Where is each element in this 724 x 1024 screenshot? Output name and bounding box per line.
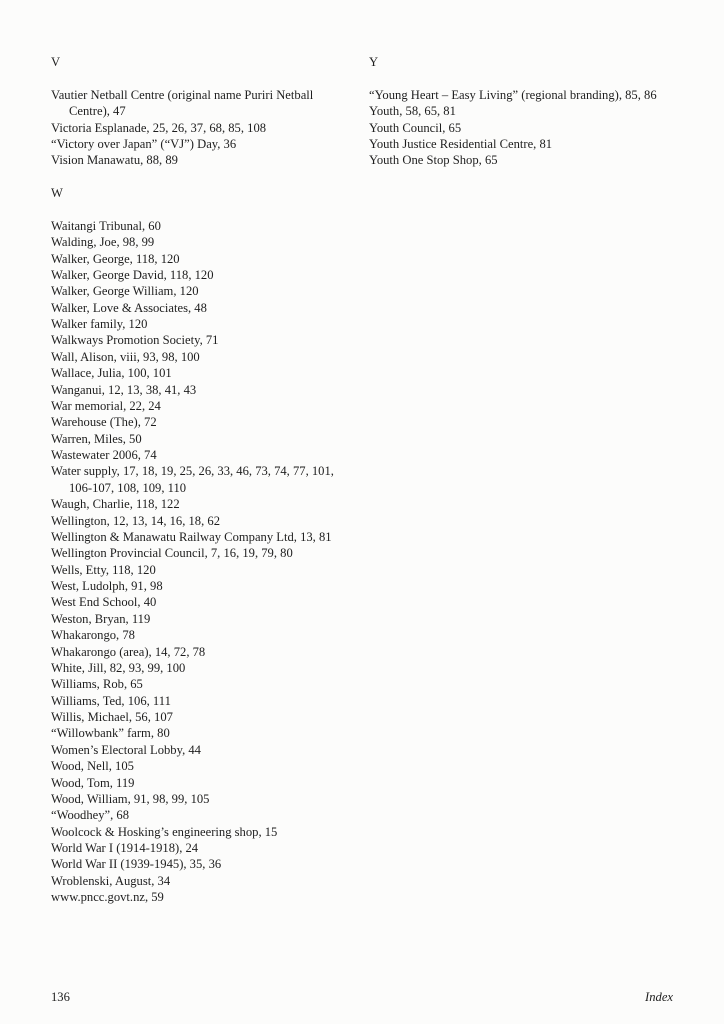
index-entry: Wall, Alison, viii, 93, 98, 100 (51, 349, 200, 364)
index-entry: Walker, Love & Associates, 48 (51, 300, 207, 315)
index-entry: Warren, Miles, 50 (51, 431, 142, 446)
index-entry: “Willowbank” farm, 80 (51, 726, 170, 741)
index-entry: Walker, George William, 120 (51, 284, 199, 299)
index-section-y (369, 54, 679, 169)
index-entry: Youth One Stop Shop, 65 (369, 153, 498, 168)
index-entry: Walding, Joe, 98, 99 (51, 235, 155, 250)
index-entry: World War II (1939-1945), 35, 36 (51, 857, 222, 872)
index-entry: West End School, 40 (51, 595, 157, 610)
index-column-right (369, 54, 679, 185)
index-entry: “Woodhey”, 68 (51, 808, 130, 823)
index-entry: Whakarongo (area), 14, 72, 78 (51, 644, 206, 659)
index-section-w (51, 185, 351, 906)
index-entry: Willis, Michael, 56, 107 (51, 710, 173, 724)
index-entry: www.pncc.govt.nz, 59 (51, 890, 164, 905)
index-entry: Youth Council, 65 (369, 120, 462, 135)
index-entry: “Young Heart – Easy Living” (regional branding), 85, 86 (369, 87, 657, 102)
index-entry: Walkways Promotion Society, 71 (51, 333, 219, 348)
index-entry: Wood, Nell, 105 (51, 759, 134, 774)
section-letter-heading: W (51, 186, 63, 200)
index-entry: Williams, Ted, 106, 111 (51, 693, 171, 708)
index-entry: Women’s Electoral Lobby, 44 (51, 742, 201, 757)
index-entry: Waitangi Tribunal, 60 (51, 218, 161, 233)
running-head: Index (645, 990, 673, 1004)
index-entry: Victoria Esplanade, 25, 26, 37, 68, 85, 108 (51, 120, 267, 135)
index-entry: Wood, Tom, 119 (51, 775, 135, 790)
index-entry: Youth, 58, 65, 81 (369, 104, 456, 119)
index-entry: Weston, Bryan, 119 (51, 611, 151, 626)
index-entry: Walker family, 120 (51, 317, 148, 331)
index-entry: Warehouse (The), 72 (51, 415, 157, 430)
index-entry: West, Ludolph, 91, 98 (51, 579, 163, 593)
index-entry: Waugh, Charlie, 118, 122 (51, 497, 180, 512)
index-entry: World War I (1914-1918), 24 (51, 841, 199, 855)
index-section-v (51, 54, 351, 169)
index-entry: Woolcock & Hosking’s engineering shop, 15 (51, 824, 278, 839)
index-entry: Water supply, 17, 18, 19, 25, 26, 33, 46, 73, 74, 77, 101, 106-107, 108, 109, 110 (51, 464, 334, 495)
index-column-left (51, 54, 351, 922)
index-entry: Wallace, Julia, 100, 101 (51, 366, 172, 381)
index-entry: Wanganui, 12, 13, 38, 41, 43 (51, 382, 197, 397)
index-entry: Wellington Provincial Council, 7, 16, 19, 79, 80 (51, 546, 293, 561)
section-letter-heading: V (51, 55, 61, 69)
index-entry: “Victory over Japan” (“VJ”) Day, 36 (51, 136, 237, 151)
index-entry: Walker, George, 118, 120 (51, 251, 180, 266)
page-number: 136 (51, 990, 70, 1004)
index-entry: Walker, George David, 118, 120 (51, 267, 214, 282)
index-entry: Vision Manawatu, 88, 89 (51, 153, 178, 168)
index-entry: Wellington, 12, 13, 14, 16, 18, 62 (51, 513, 220, 528)
index-entry: Wastewater 2006, 74 (51, 448, 157, 462)
index-entry: Wellington & Manawatu Railway Company Ltd, 13, 81 (51, 529, 332, 544)
index-entry: Wells, Etty, 118, 120 (51, 562, 156, 577)
index-entry: Wroblenski, August, 34 (51, 873, 171, 888)
section-letter-heading: Y (369, 55, 379, 69)
index-entry: Williams, Rob, 65 (51, 677, 143, 692)
index-entry: White, Jill, 82, 93, 99, 100 (51, 660, 186, 675)
index-entry: War memorial, 22, 24 (51, 398, 161, 413)
index-entry: Youth Justice Residential Centre, 81 (369, 136, 553, 151)
index-entry: Vautier Netball Centre (original name Puriri Netball Centre), 47 (51, 87, 314, 119)
index-entry: Whakarongo, 78 (51, 628, 135, 643)
index-entry: Wood, William, 91, 98, 99, 105 (51, 791, 210, 806)
